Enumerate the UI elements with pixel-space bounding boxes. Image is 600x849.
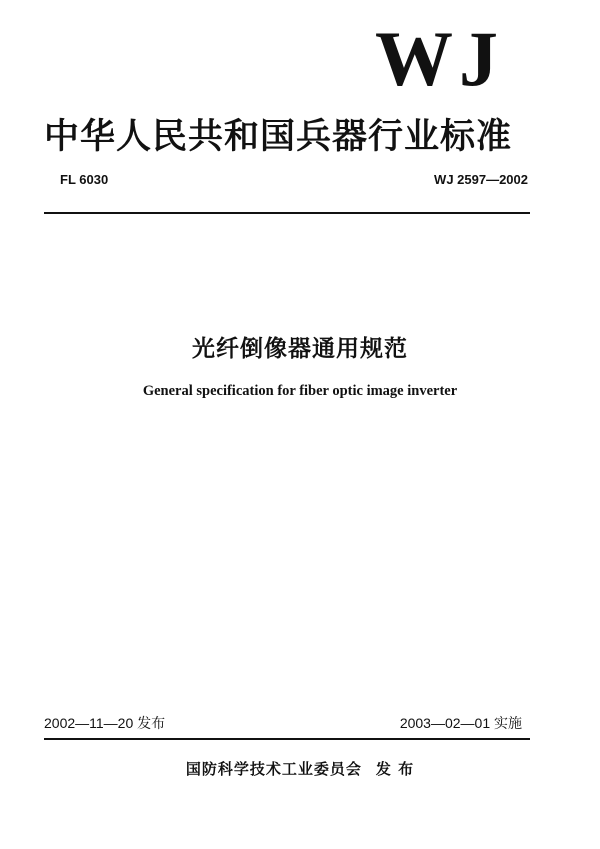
document-title-chinese: 光纤倒像器通用规范 [192, 336, 408, 362]
footer-divider [44, 738, 530, 740]
issuer-action: 发 布 [375, 760, 415, 778]
standard-number: WJ 2597—2002 [434, 172, 528, 187]
standard-logo: WJ [375, 15, 504, 102]
issuer-name: 国防科学技术工业委员会 [185, 760, 362, 778]
document-title-english: General specification for fiber optic image inverter [142, 383, 458, 399]
classification-code: FL 6030 [60, 172, 109, 187]
issue-date: 2002—11—20 发布 [44, 715, 166, 731]
standard-category-title: 中华人民共和国兵器行业标准 [44, 117, 513, 157]
implementation-date: 2003—02—01 实施 [399, 715, 522, 731]
header-divider [44, 212, 530, 214]
issuer-line [0, 758, 600, 779]
